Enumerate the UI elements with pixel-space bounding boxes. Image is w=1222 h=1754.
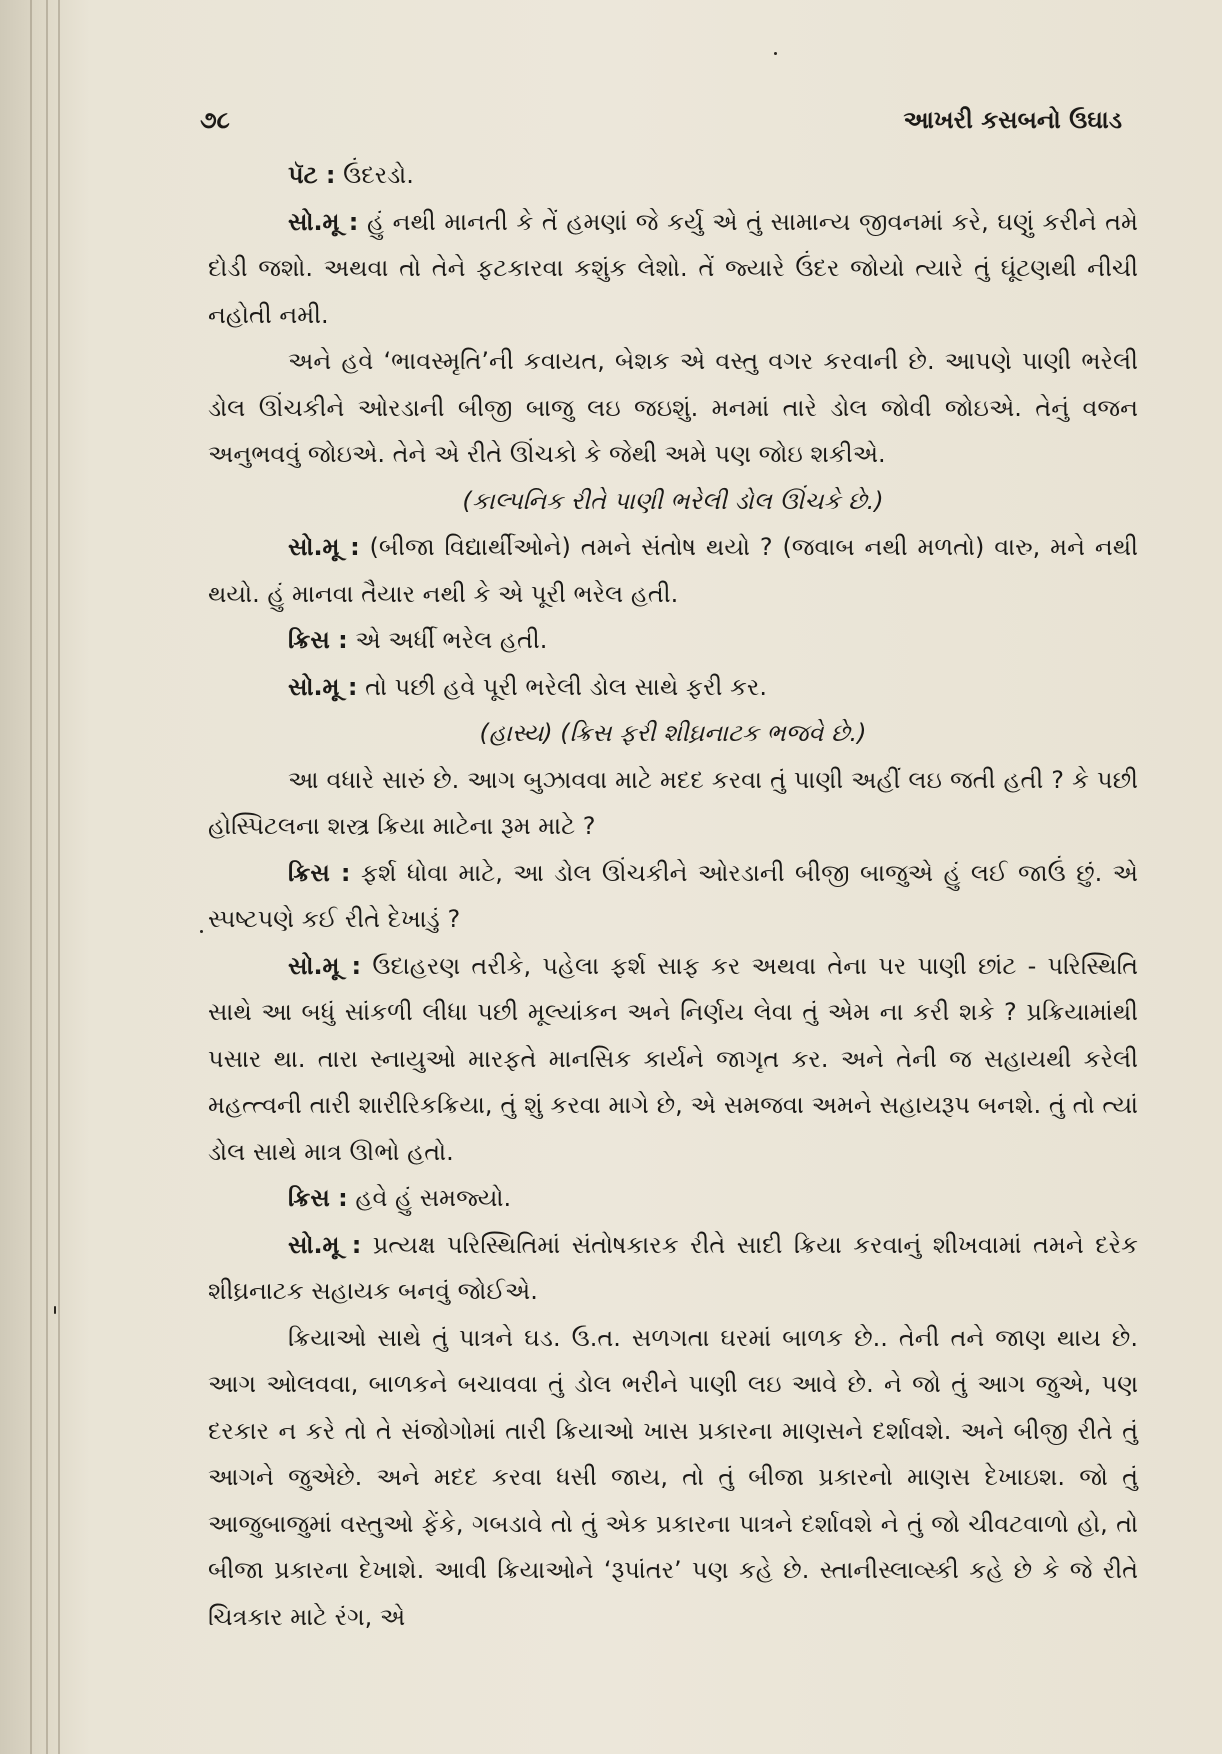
running-title: આખરી કસબનો ઉઘાડ [903,106,1122,134]
page-number: ૭૮ [200,106,230,134]
paragraph [208,850,1138,943]
speaker-label: સો.મૂ : [288,207,359,236]
dialogue-text: ઉદાહરણ તરીકે, પહેલા ફર્શ સાફ કર અથવા તેના પર પાણી છાંટ - પરિસ્થિતિ સાથે આ બધું સાંકળી લીધા પછી મૂલ્યાંકન અને નિર્ણય લેવા તું એમ ના કરી શકે ? પ્રક્રિયામાંથી પસાર થા. તારા સ્નાયુઓ મારફતે માનસિક કાર્યને જાગૃત કર. અને તેની જ સહાયથી કરેલી મહત્ત્વની તારી શારીરિકક્રિયા, તું શું કરવા માગે છે, એ સમજવા અમને સહાયરૂપ બનશે. તું તો ત્યાં ડોલ સાથે માત્ર ઊભો હતો. [208,951,1138,1166]
narration-text: અને હવે ‘ભાવસ્મૃતિ’ની કવાયત, બેશક એ વસ્તુ વગર કરવાની છે. આપણે પાણી ભરેલી ડોલ ઊંચકીને ઓરડાની બીજી બાજુ લઇ જઇશું. મનમાં તારે ડોલ જોવી જોઇએ. તેનું વજન અનુભવવું જોઇએ. તેને એ રીતે ઊંચકો કે જેથી અમે પણ જોઇ શકીએ. [208,347,1138,468]
stage-direction: (કાલ્પનિક રીતે પાણી ભરેલી ડોલ ઊંચકે છે.) [462,486,884,515]
speaker-label: ક્રિસ : [288,626,348,654]
dialogue-text: ફર્શ ધોવા માટે, આ ડોલ ઊંચકીને ઓરડાની બીજી બાજુએ હું લઈ જાઉં છું. એ સ્પષ્ટપણે કઈ રીતે દેખાડું ? [208,858,1138,933]
dialogue-text: હવે હું સમજ્યો. [347,1184,512,1212]
speaker-label: પૅટ : [288,161,336,189]
narration-text: આ વધારે સારું છે. આગ બુઝાવવા માટે મદદ કરવા તું પાણી અહીં લઇ જતી હતી ? કે પછી હોસ્પિટલના શસ્ત્ર ક્રિયા માટેના રૂમ માટે ? [208,765,1138,840]
paragraph [208,617,1138,664]
speaker-label: સો.મૂ : [288,672,358,701]
page-edge-line [46,0,48,1754]
dialogue-text: એ અર્ધી ભરેલ હતી. [347,626,548,654]
page-edge-line [30,0,32,1754]
paragraph [208,1222,1138,1315]
paragraph [208,664,1138,711]
print-speck [54,1306,56,1314]
page-edge-line [58,0,60,1754]
paragraph [208,1315,1138,1641]
dialogue-text: તો પછી હવે પૂરી ભરેલી ડોલ સાથે ફરી કર. [357,672,767,701]
paragraph [208,943,1138,1176]
page-header [200,100,1122,140]
paragraph [208,152,1138,199]
dialogue-text: (બીજા વિદ્યાર્થીઓને) તમને સંતોષ થયો ? (જવાબ નથી મળતો) વારુ, મને નથી થયો. હું માનવા તૈયાર નથી કે એ પૂરી ભરેલ હતી. [208,533,1138,608]
paragraph [208,1175,1138,1222]
paragraph [208,199,1138,339]
speaker-label: સો.મૂ : [288,1230,362,1259]
paragraph [208,524,1138,617]
speaker-label: સો.મૂ : [288,951,362,980]
print-speck [200,930,203,933]
speaker-label: ક્રિસ : [288,1184,348,1212]
speaker-label: ક્રિસ : [288,858,351,887]
paragraph [208,338,1138,478]
dialogue-text: પ્રત્યક્ષ પરિસ્થિતિમાં સંતોષકારક રીતે સાદી ક્રિયા કરવાનું શીખવામાં તમને દરેક શીઘ્રનાટક સહાયક બનવું જોઈએ. [208,1230,1138,1305]
speaker-label: સો.મૂ : [288,533,360,561]
print-speck [774,52,777,55]
stage-direction: (હાસ્ય) (ક્રિસ ફરી શીઘ્રનાટક ભજવે છે.) [479,719,867,747]
narration-text: ક્રિયાઓ સાથે તું પાત્રને ઘડ. ઉ.ત. સળગતા ઘરમાં બાળક છે.. તેની તને જાણ થાય છે. આગ ઓલવવા, બાળકને બચાવવા તું ડોલ ભરીને પાણી લઇ આવે છે. ને જો તું આગ જુએ, પણ દરકાર ન કરે તો તે સંજોગોમાં તારી ક્રિયાઓ ખાસ પ્રકારના માણસને દર્શાવશે. અને બીજી રીતે તું આગને જુએછે. અને મદદ કરવા ધસી જાય, તો તું બીજા પ્રકારનો માણસ દેખાઇશ. જો તું આજુબાજુમાં વસ્તુઓ ફેંકે, ગબડાવે તો તું એક પ્રકારના પાત્રને દર્શાવશે ને તું જો ચીવટવાળો હો, તો બીજા પ્રકારના દેખાશે. આવી ક્રિયાઓને ‘રૂપાંતર’ પણ કહે છે. સ્તાનીસ્લાવ્સ્કી કહે છે કે જે રીતે ચિત્રકાર માટે રંગ, એ [208,1323,1138,1631]
dialogue-text: હું નથી માનતી કે તેં હમણાં જે કર્યુ એ તું સામાન્ય જીવનમાં કરે, ઘણું કરીને તમે દોડી જશો. અથવા તો તેને ફટકારવા કશુંક લેશો. તેં જ્યારે ઉંદર જોયો ત્યારે તું ઘૂંટણથી નીચી નહોતી નમી. [208,207,1138,329]
dialogue-text: ઉંદરડો. [335,161,414,189]
page-text [208,152,1138,1640]
paragraph [208,757,1138,850]
